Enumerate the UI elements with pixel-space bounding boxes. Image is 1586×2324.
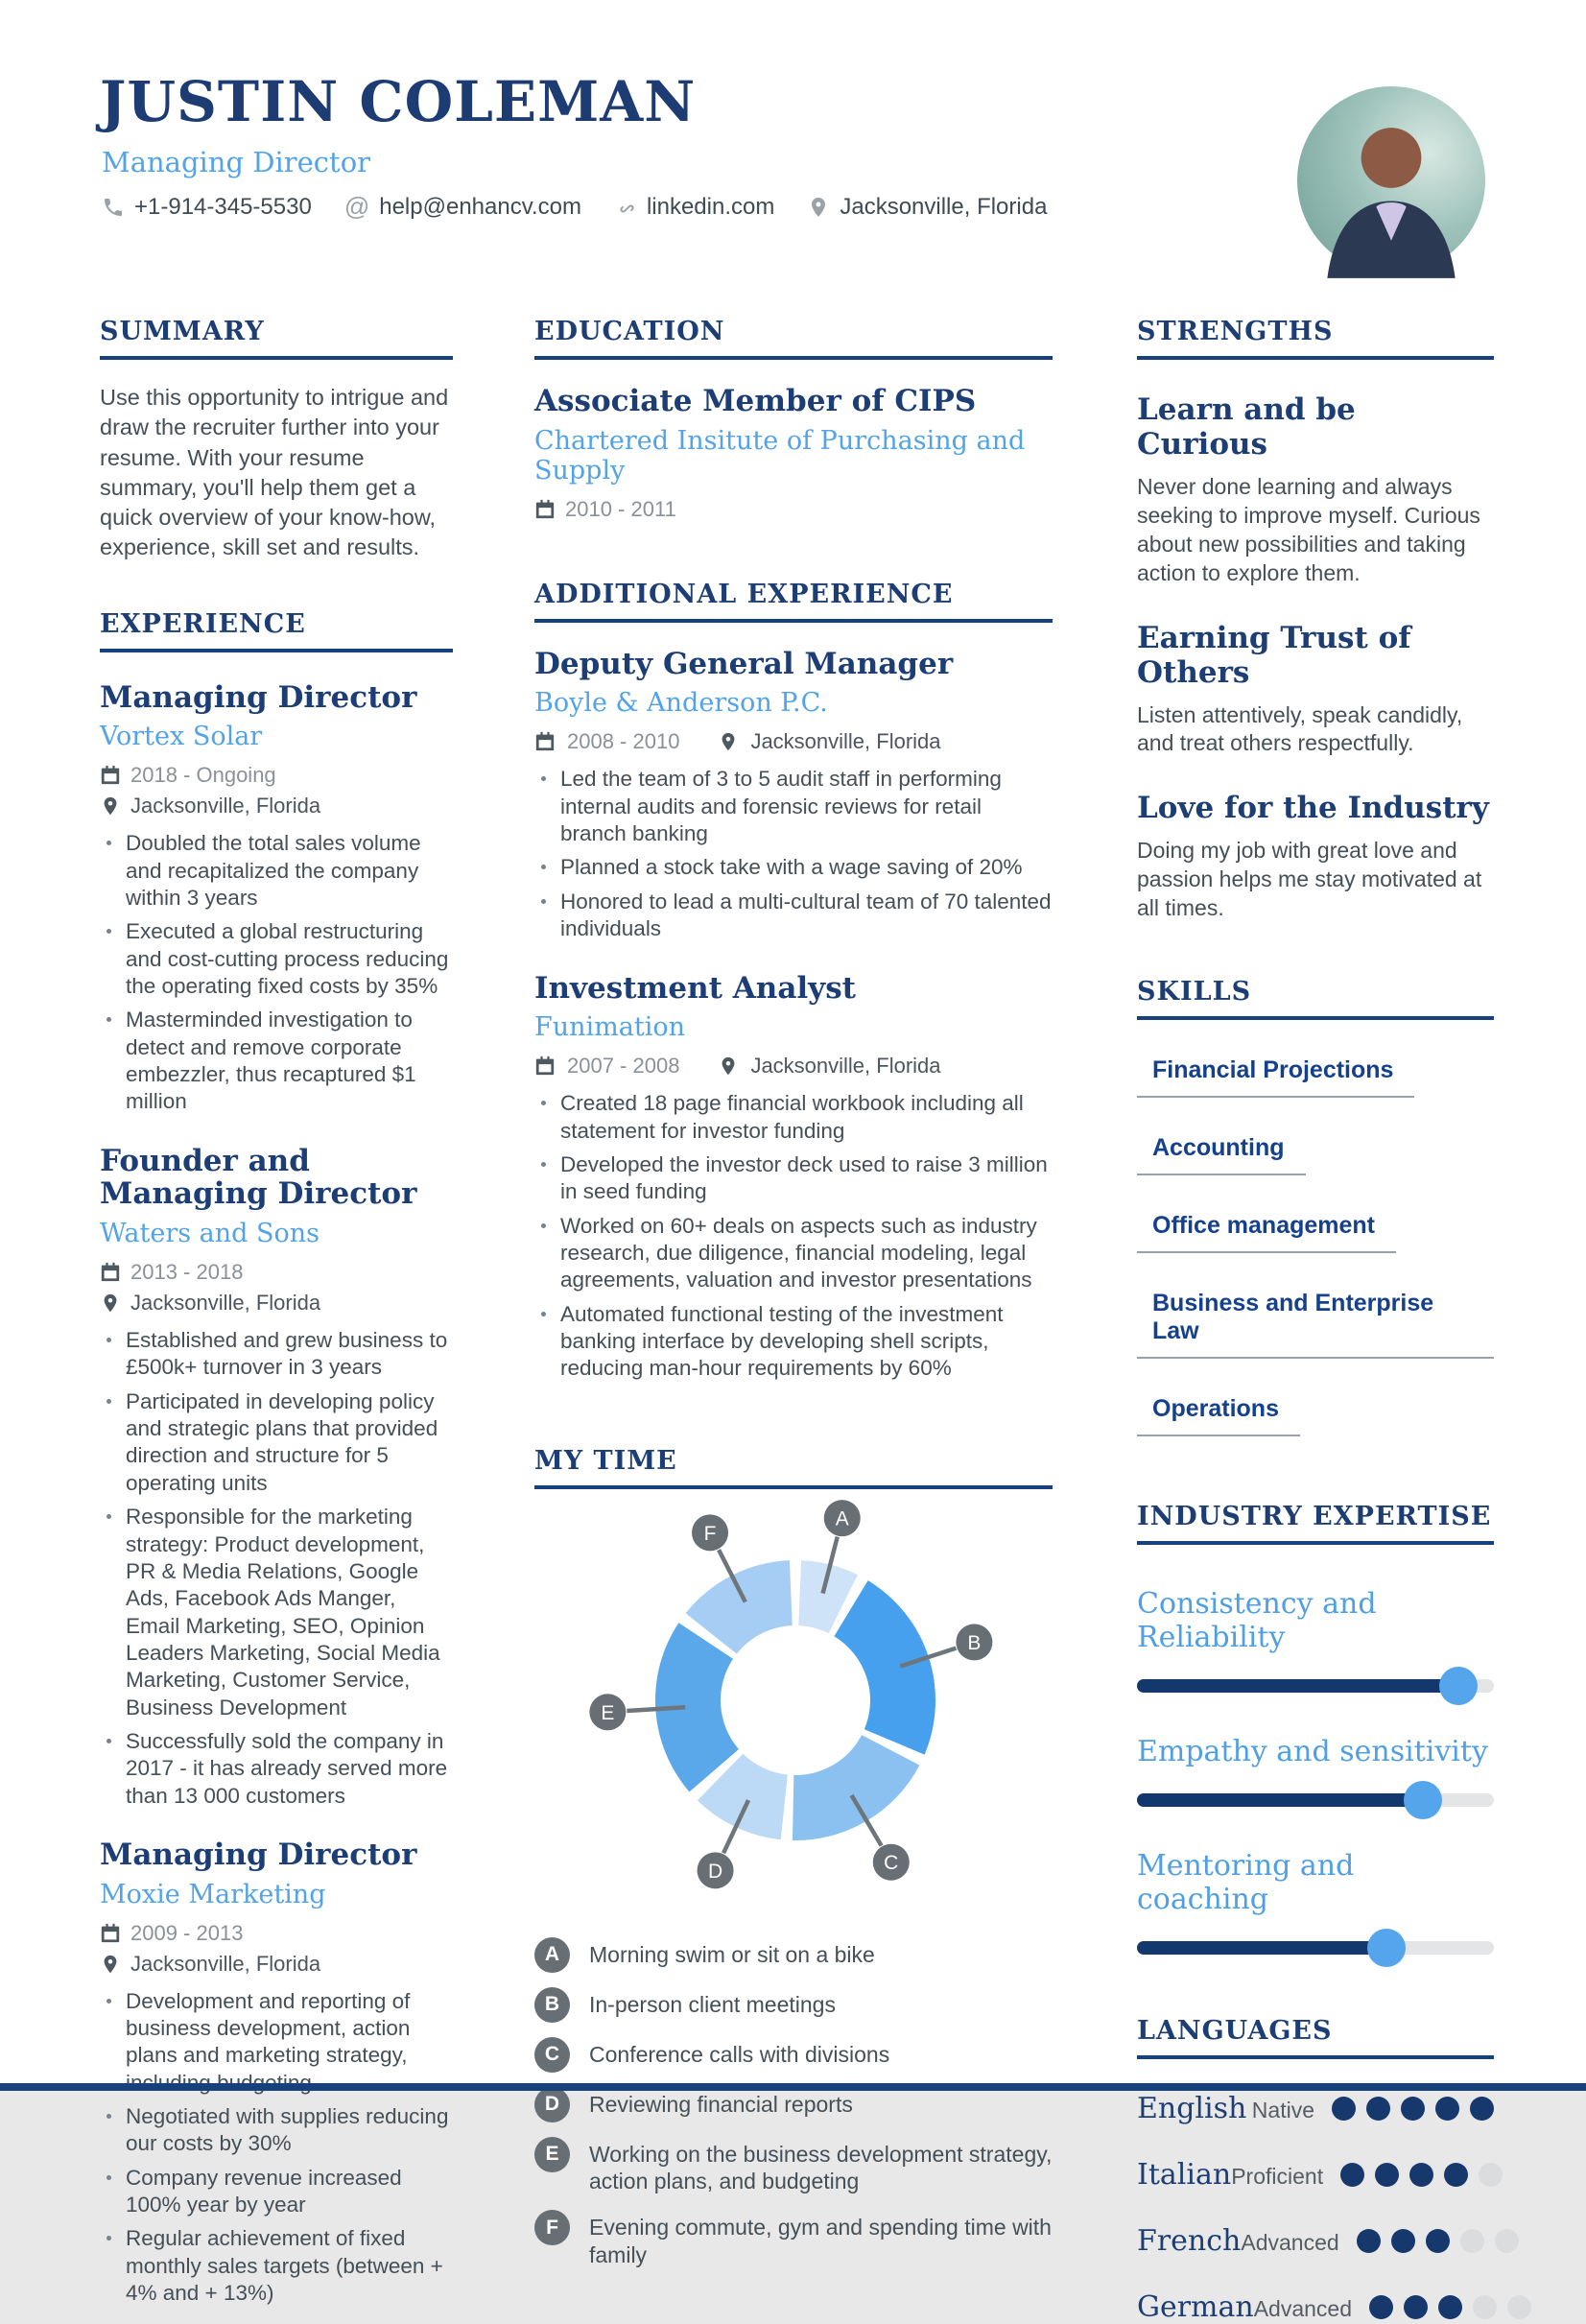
bullet: Successfully sold the company in 2017 - it has already served more than 13 000 customers (100, 1728, 453, 1810)
strength-text: Listen attentively, speak candidly, and treat others respectfully. (1137, 701, 1463, 756)
language-level: Advanced (1241, 2230, 1339, 2256)
summary-text: Use this opportunity to intrigue and draw the recruiter further into your resume. With your resume summary, you'll help them get a quick overview of your know-how, experience, skill set and results. (100, 385, 449, 560)
dot-empty (1479, 2163, 1503, 2187)
phone-icon (102, 196, 125, 219)
calendar-icon (100, 765, 121, 786)
strength-item (1137, 621, 1494, 759)
bullet: Company revenue increased 100% year by year (100, 2165, 453, 2219)
dot-filled (1444, 2163, 1468, 2187)
dot-filled (1409, 2163, 1433, 2187)
contact-location (807, 194, 1047, 221)
dot-empty (1473, 2295, 1497, 2319)
middle-column (534, 317, 1053, 2284)
language-level: Native (1251, 2098, 1314, 2123)
experience-bullets (100, 1988, 453, 2308)
section-heading-skills: SKILLS (1137, 977, 1494, 1020)
dot-filled (1366, 2097, 1390, 2121)
email-icon: @ (343, 192, 370, 221)
bullet: Executed a global restructuring and cost-cutting process reducing the operating fixed costs by 35% (100, 918, 453, 1000)
bullet: Created 18 page financial workbook including all statement for investor funding (534, 1090, 1053, 1145)
language-dots (1332, 2097, 1494, 2121)
bullet: Negotiated with supplies reducing our costs by 30% (100, 2103, 453, 2158)
language-name: German (1137, 2290, 1254, 2324)
industry-expertise-label: Consistency and Reliability (1137, 1587, 1377, 1655)
location-pin-icon (718, 731, 739, 752)
donut-segment-C (793, 1735, 919, 1840)
experience-meta (534, 1054, 1053, 1079)
language-name: English (1137, 2092, 1247, 2126)
bullet: Worked on 60+ deals on aspects such as industry research, due diligence, financial modeling, legal agreements, valuation and investor presentations (534, 1213, 1053, 1294)
section-heading-summary: SUMMARY (100, 317, 453, 360)
education-degree: Associate Member of CIPS (534, 384, 977, 418)
segment-label-text: A (835, 1507, 849, 1530)
bullet: Masterminded investigation to detect and remove corporate embezzler, thus recaptured $1 million (100, 1007, 453, 1115)
experience-dates-text: 2007 - 2008 (567, 1054, 680, 1079)
contact-email-text: help@enhancv.com (379, 193, 581, 220)
bullet: Developed the investor deck used to raise 3 million in seed funding (534, 1151, 1053, 1206)
language-name: French (1137, 2224, 1242, 2259)
legend-key-badge: F (534, 2210, 570, 2245)
language-dots (1340, 2163, 1503, 2187)
experience-bullets (534, 1090, 1053, 1382)
person-name: JUSTIN COLEMAN (100, 69, 697, 134)
dot-filled (1404, 2295, 1428, 2319)
strength-title: Learn and be Curious (1137, 392, 1356, 462)
experience-dates-text: 2008 - 2010 (567, 729, 680, 754)
bullet: Regular achievement of fixed monthly sales targets (between + 4% and + 13%) (100, 2225, 453, 2307)
strength-text: Never done learning and always seeking to improve myself. Curious about new possibilities and taking action to explore them. (1137, 474, 1480, 585)
segment-label-text: C (884, 1851, 899, 1874)
language-row (1137, 2290, 1494, 2324)
segment-label-text: E (601, 1701, 615, 1724)
legend-item (534, 2087, 1053, 2122)
link-icon (614, 196, 637, 219)
dot-filled (1470, 2097, 1494, 2121)
person-job-title: Managing Director (102, 146, 371, 178)
dot-filled (1426, 2229, 1450, 2253)
legend-item (534, 2210, 1053, 2269)
experience-title: Deputy General Manager (534, 646, 954, 681)
strength-item (1137, 392, 1494, 588)
section-heading-education: EDUCATION (534, 317, 1053, 360)
legend-key-badge: A (534, 1937, 570, 1973)
location-pin-icon (807, 196, 830, 219)
calendar-icon (534, 499, 556, 520)
dot-filled (1375, 2163, 1399, 2187)
experience-dates (100, 763, 453, 788)
contact-link-text: linkedin.com (646, 193, 775, 220)
experience-item (100, 1838, 453, 2308)
donut-chart (534, 1495, 1053, 1908)
industry-expertise-item (1137, 1849, 1494, 1955)
location-pin-icon (100, 1292, 121, 1314)
experience-location (100, 1291, 453, 1316)
experience-location-text: Jacksonville, Florida (750, 1054, 941, 1079)
my-time-legend (534, 1937, 1053, 2269)
experience-location (100, 1952, 453, 1977)
location-pin-icon (100, 1954, 121, 1975)
dot-filled (1438, 2295, 1462, 2319)
skill-tag: Business and Enterprise Law (1137, 1290, 1494, 1359)
experience-title: Founder and Managing Director (100, 1143, 417, 1212)
slider-thumb[interactable] (1439, 1667, 1478, 1705)
industry-expertise-item (1137, 1735, 1494, 1807)
section-heading-strengths: STRENGTHS (1137, 317, 1494, 360)
section-heading-industry-expertise: INDUSTRY EXPERTISE (1137, 1502, 1494, 1545)
left-column (100, 317, 453, 2313)
experience-dates (100, 1921, 453, 1946)
expertise-slider[interactable] (1137, 1679, 1494, 1693)
dot-filled (1340, 2163, 1364, 2187)
experience-company: Boyle & Anderson P.C. (534, 688, 828, 719)
calendar-icon (534, 731, 556, 752)
experience-location (100, 794, 453, 818)
strength-title: Love for the Industry (1137, 791, 1489, 826)
legend-label: Working on the business development strategy, action plans, and budgeting (589, 2141, 1053, 2194)
experience-location-text: Jacksonville, Florida (130, 794, 321, 818)
legend-label: Conference calls with divisions (589, 2041, 890, 2067)
slider-fill (1137, 1679, 1458, 1693)
experience-company: Funimation (534, 1012, 685, 1043)
bullet: Led the team of 3 to 5 audit staff in performing internal audits and forensic reviews for retail branch banking (534, 766, 1053, 847)
legend-label: In-person client meetings (589, 1991, 836, 2017)
bullet: Honored to lead a multi-cultural team of 70 talented individuals (534, 889, 1053, 943)
contact-link[interactable] (614, 194, 774, 221)
legend-label: Reviewing financial reports (589, 2091, 853, 2117)
dot-filled (1401, 2097, 1425, 2121)
bullet: Development and reporting of business development, action plans and marketing strategy, (100, 1988, 453, 2097)
contact-email[interactable] (344, 192, 581, 222)
experience-dates-text: 2018 - Ongoing (130, 763, 276, 788)
experience-item (100, 1145, 453, 1810)
legend-key-badge: D (534, 2087, 570, 2122)
experience-bullets (100, 1327, 453, 1810)
strength-item (1137, 791, 1494, 923)
experience-bullets (534, 766, 1053, 942)
avatar-illustration (1297, 86, 1485, 274)
legend-label: Evening commute, gym and spending time with family (589, 2215, 1052, 2267)
experience-title: Managing Director (100, 679, 417, 715)
education-item (534, 385, 1053, 522)
bullet: Automated functional testing of the investment banking interface by developing shell scripts, reducing man-hour requirements by 60% (534, 1301, 1053, 1383)
contact-phone (102, 194, 312, 221)
calendar-icon (534, 1055, 556, 1077)
section-heading-experience: EXPERIENCE (100, 609, 453, 652)
page-footer-bar (0, 2083, 1586, 2091)
strength-title: Earning Trust of Others (1137, 620, 1411, 690)
expertise-slider[interactable] (1137, 1793, 1494, 1807)
skills-list (1137, 1056, 1494, 1436)
skill-tag: Accounting (1137, 1134, 1306, 1175)
donut-segment-B (834, 1580, 935, 1754)
section-heading-languages: LANGUAGES (1137, 2016, 1494, 2059)
contact-location-text: Jacksonville, Florida (840, 193, 1048, 220)
language-name: Italian (1137, 2158, 1232, 2193)
experience-location-text: Jacksonville, Florida (130, 1951, 321, 1976)
language-dots (1369, 2295, 1531, 2319)
segment-label-text: F (703, 1522, 717, 1545)
industry-expertise-label: Empathy and sensitivity (1137, 1735, 1488, 1769)
experience-location-text: Jacksonville, Florida (130, 1291, 321, 1316)
industry-expertise-item (1137, 1587, 1494, 1693)
slider-fill (1137, 1941, 1386, 1955)
experience-title: Investment Analyst (534, 970, 856, 1006)
education-dates-text: 2010 - 2011 (565, 496, 676, 521)
education-school: Chartered Insitute of Purchasing and Supply (534, 425, 1026, 486)
legend-item (534, 1937, 1053, 1973)
language-row (1137, 2224, 1494, 2258)
dot-empty (1495, 2229, 1519, 2253)
bullet: Doubled the total sales volume and recapitalized the company within 3 years (100, 830, 453, 912)
industry-expertise-label: Mentoring and coaching (1137, 1849, 1355, 1917)
experience-item (100, 681, 453, 1116)
expertise-slider[interactable] (1137, 1941, 1494, 1955)
legend-item (534, 2137, 1053, 2196)
experience-dates-text: 2013 - 2018 (130, 1260, 244, 1285)
bullet: Participated in developing policy and strategic plans that provided direction and structure for 5 operating units (100, 1388, 453, 1497)
dot-filled (1391, 2229, 1415, 2253)
location-pin-icon (718, 1055, 739, 1077)
slider-fill (1137, 1793, 1423, 1807)
experience-company: Vortex Solar (100, 722, 263, 752)
slider-thumb[interactable] (1367, 1929, 1406, 1967)
legend-item (534, 1987, 1053, 2023)
legend-key-badge: E (534, 2137, 570, 2172)
section-heading-my-time: MY TIME (534, 1446, 1053, 1489)
bullet: Responsible for the marketing strategy: Product development, PR & Media Relations, Google Ads, Facebook Ads Manger, Email Marketing, SEO, Opinion Leaders Marketing, Social Media Marketing, Customer Service, Business Development (100, 1504, 453, 1721)
dot-filled (1332, 2097, 1356, 2121)
bullet: Planned a stock take with a wage saving of 20% (534, 854, 1053, 881)
experience-company: Moxie Marketing (100, 1879, 326, 1909)
slider-thumb[interactable] (1404, 1781, 1442, 1819)
segment-label-text: B (967, 1631, 982, 1654)
additional-experience-item (534, 648, 1053, 943)
contact-phone-text: +1-914-345-5530 (134, 193, 312, 220)
bullet: Established and grew business to £500k+ turnover in 3 years (100, 1327, 453, 1382)
experience-dates-text: 2009 - 2013 (130, 1920, 244, 1945)
legend-label: Morning swim or sit on a bike (589, 1941, 875, 1967)
dot-empty (1460, 2229, 1484, 2253)
experience-bullets (100, 830, 453, 1115)
experience-title: Managing Director (100, 1837, 417, 1872)
language-row (1137, 2158, 1494, 2192)
language-dots (1357, 2229, 1519, 2253)
experience-company: Waters and Sons (100, 1219, 320, 1249)
calendar-icon (100, 1262, 121, 1283)
dot-empty (1507, 2295, 1531, 2319)
legend-key-badge: C (534, 2037, 570, 2073)
calendar-icon (100, 1923, 121, 1944)
dot-filled (1435, 2097, 1459, 2121)
skill-tag: Operations (1137, 1395, 1300, 1436)
legend-item (534, 2037, 1053, 2073)
language-row (1137, 2092, 1494, 2125)
skill-tag: Office management (1137, 1212, 1396, 1253)
my-time-chart (534, 1495, 1053, 1912)
language-level: Advanced (1253, 2296, 1353, 2322)
location-pin-icon (100, 795, 121, 817)
legend-key-badge: B (534, 1987, 570, 2023)
dot-filled (1369, 2295, 1393, 2319)
right-column (1137, 317, 1494, 2324)
skill-tag: Financial Projections (1137, 1056, 1414, 1098)
strength-text: Doing my job with great love and passion helps me stay motivated at all times. (1137, 838, 1482, 921)
segment-label-text: D (707, 1860, 723, 1883)
experience-location-text: Jacksonville, Florida (750, 729, 941, 754)
language-level: Proficient (1231, 2164, 1324, 2190)
avatar (1297, 86, 1485, 274)
contact-row (102, 192, 1047, 222)
education-dates (534, 497, 1053, 522)
experience-meta (534, 729, 1053, 754)
dot-filled (1357, 2229, 1381, 2253)
experience-dates (100, 1260, 453, 1285)
section-heading-additional-experience: ADDITIONAL EXPERIENCE (534, 580, 1053, 623)
additional-experience-item (534, 972, 1053, 1383)
